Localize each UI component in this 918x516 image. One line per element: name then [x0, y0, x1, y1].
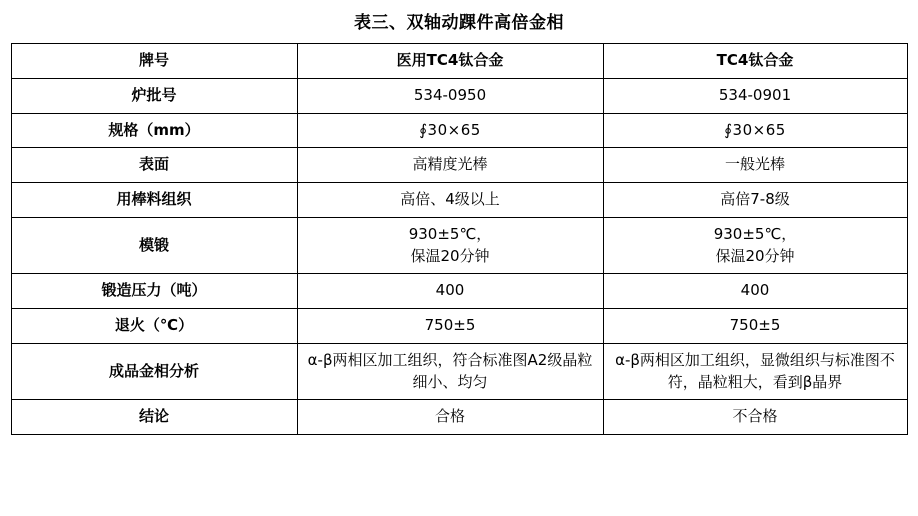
row-label: 表面 [11, 148, 297, 183]
table-row [11, 400, 907, 435]
cell-column-b: 高倍7-8级 [603, 183, 907, 218]
table-row [11, 217, 907, 274]
row-label: 锻造压力（吨） [11, 274, 297, 309]
table-row [11, 309, 907, 344]
cell-line-1: 930±5℃， [713, 224, 797, 243]
cell-column-a: 合格 [297, 400, 603, 435]
cell-column-a: 400 [297, 274, 603, 309]
cell-line-1: 930±5℃， [408, 224, 492, 243]
cell-column-a: ∮30×65 [297, 113, 603, 148]
table-row [11, 113, 907, 148]
cell-column-b: 534-0901 [603, 78, 907, 113]
cell-column-a [297, 217, 603, 274]
cell-column-b: 不合格 [603, 400, 907, 435]
page-title: 表三、双轴动踝件高倍金相 [354, 13, 564, 33]
cell-column-a: 534-0950 [297, 78, 603, 113]
cell-column-b: α-β两相区加工组织，显微组织与标准图不符，晶粒粗大，看到β晶界 [603, 343, 907, 400]
cell-line-2: 保温20分钟 [715, 246, 795, 265]
row-label: 模锻 [11, 217, 297, 274]
cell-column-b: 400 [603, 274, 907, 309]
cell-line-2: 保温20分钟 [410, 246, 490, 265]
cell-column-a: 医用TC4钛合金 [297, 44, 603, 79]
cell-column-b: 一般光棒 [603, 148, 907, 183]
cell-column-b: 750±5 [603, 309, 907, 344]
row-label: 炉批号 [11, 78, 297, 113]
cell-column-a: 高倍、4级以上 [297, 183, 603, 218]
table-row [11, 183, 907, 218]
row-label: 退火（℃） [11, 309, 297, 344]
table-row [11, 148, 907, 183]
cell-column-a: 750±5 [297, 309, 603, 344]
table-row [11, 44, 907, 79]
cell-column-b: ∮30×65 [603, 113, 907, 148]
table-row [11, 78, 907, 113]
row-label: 成品金相分析 [11, 343, 297, 400]
cell-column-b [603, 217, 907, 274]
table-row-analysis [11, 343, 907, 400]
row-label: 用棒料组织 [11, 183, 297, 218]
cell-column-a: α-β两相区加工组织，符合标准图A2级晶粒细小、均匀 [297, 343, 603, 400]
row-label: 牌号 [11, 44, 297, 79]
row-label: 结论 [11, 400, 297, 435]
row-label: 规格（mm） [11, 113, 297, 148]
table-row [11, 274, 907, 309]
metallography-table [11, 43, 908, 435]
cell-column-a: 高精度光棒 [297, 148, 603, 183]
cell-column-b: TC4钛合金 [603, 44, 907, 79]
